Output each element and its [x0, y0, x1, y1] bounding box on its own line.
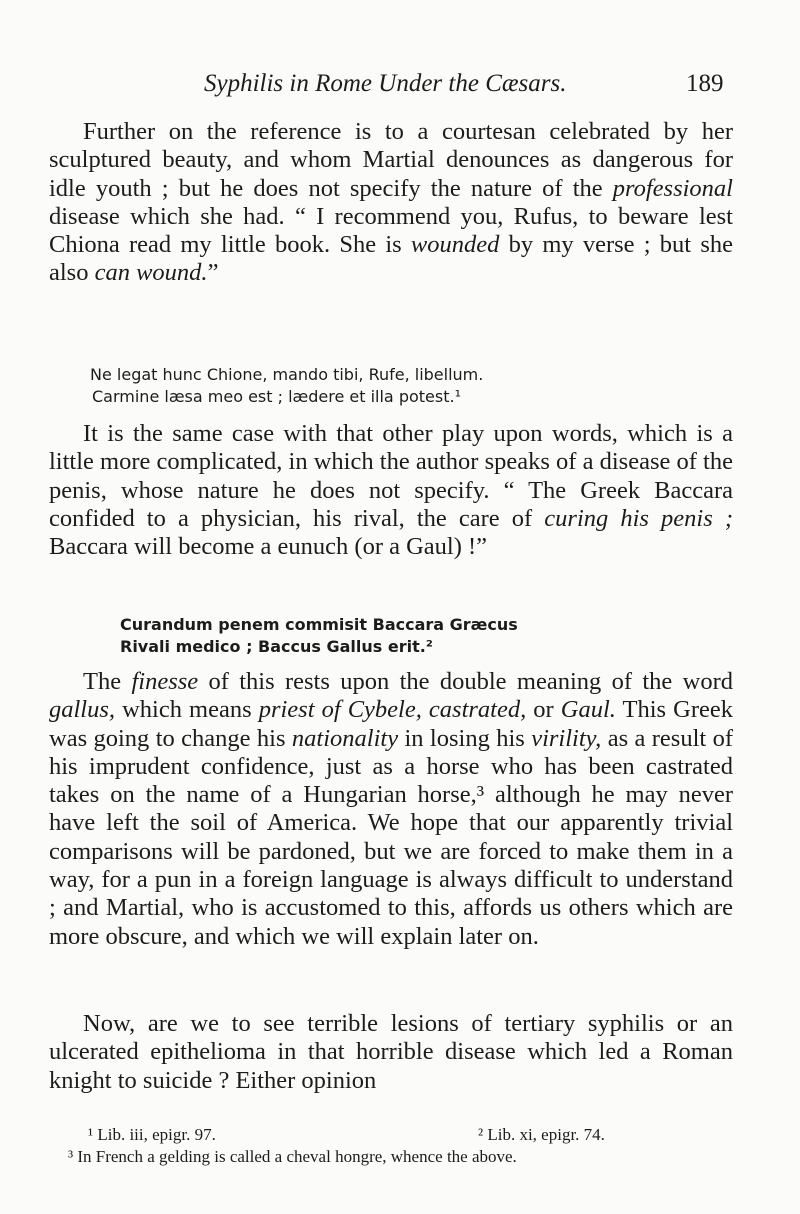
latin-quote-1: [90, 364, 774, 408]
latin-quote-2: [120, 614, 800, 658]
quote-line: Ne legat hunc Chione, mando tibi, Rufe, libellum.: [90, 365, 484, 384]
paragraph-4: Now, are we to see terrible lesions of tertiary syphilis or an ulcerated epithelioma in that horrible disease which led a Roman knight to suicide ? Either opinion: [49, 1010, 733, 1094]
running-title: Syphilis in Rome Under the Cæsars.: [204, 70, 567, 97]
paragraph-3: The finesse of this rests upon the double meaning of the word gallus, which means priest of Cybele, castrated, or Gaul. This Greek was going to change his nationality in losing his virility, as a result of his imprudent confidence, just as a horse who has been castrated takes on the name of a Hungarian horse,³ although he may never have left the soil of America. We hope that our apparently trivial comparisons will be pardoned, but we are forced to make them in a way, for a pun in a foreign language is always difficult to understand ; and Martial, who is accustomed to this, affords us others which are more obscure, and which we will explain later on.: [49, 668, 734, 950]
footnote-1: ¹ Lib. iii, epigr. 97.: [88, 1125, 216, 1144]
paragraph-2: It is the same case with that other play upon words, which is a little more complicated, in which the author speaks of a disease of the penis, whose nature he does not specify. “ The Greek Baccara confided to a physician, his rival, the care of curing his penis ; Baccara will become a eunuch (or a Gaul) !”: [49, 420, 734, 561]
italic-text: nationality: [291, 724, 399, 752]
quote-line: Rivali medico ; Baccus Gallus erit.²: [120, 637, 433, 656]
paragraph-1: Further on the reference is to a courtesan celebrated by her sculptured beauty, and whom Martial denounces as dangerous for idle youth ; but he does not specify the nature of the professional disease which she had. “ I recommend you, Rufus, to beware lest Chiona read my little book. She is wounded by my verse ; but she also can wound.”: [49, 118, 733, 287]
italic-text: Gaul.: [560, 696, 616, 724]
italic-text: curing his penis ;: [544, 504, 734, 532]
italic-text: can wound.: [94, 259, 208, 287]
italic-text: gallus,: [49, 696, 116, 724]
italic-text: priest of Cybele, castrated,: [258, 696, 527, 724]
quote-line: Curandum penem commisit Baccara Græcus: [120, 615, 518, 634]
footnote-2: ² Lib. xi, epigr. 74.: [478, 1125, 605, 1144]
quote-line: Carmine læsa meo est ; lædere et illa potest.¹: [92, 387, 461, 406]
page-number: 189: [686, 70, 724, 97]
page-header: [0, 64, 800, 104]
italic-text: professional: [612, 174, 733, 202]
footnotes: [60, 1124, 750, 1168]
italic-text: wounded: [410, 231, 500, 259]
italic-text: virility,: [531, 724, 602, 752]
italic-text: finesse: [131, 668, 199, 695]
footnote-3: ³ In French a gelding is called a cheval hongre, whence the above.: [68, 1147, 517, 1166]
